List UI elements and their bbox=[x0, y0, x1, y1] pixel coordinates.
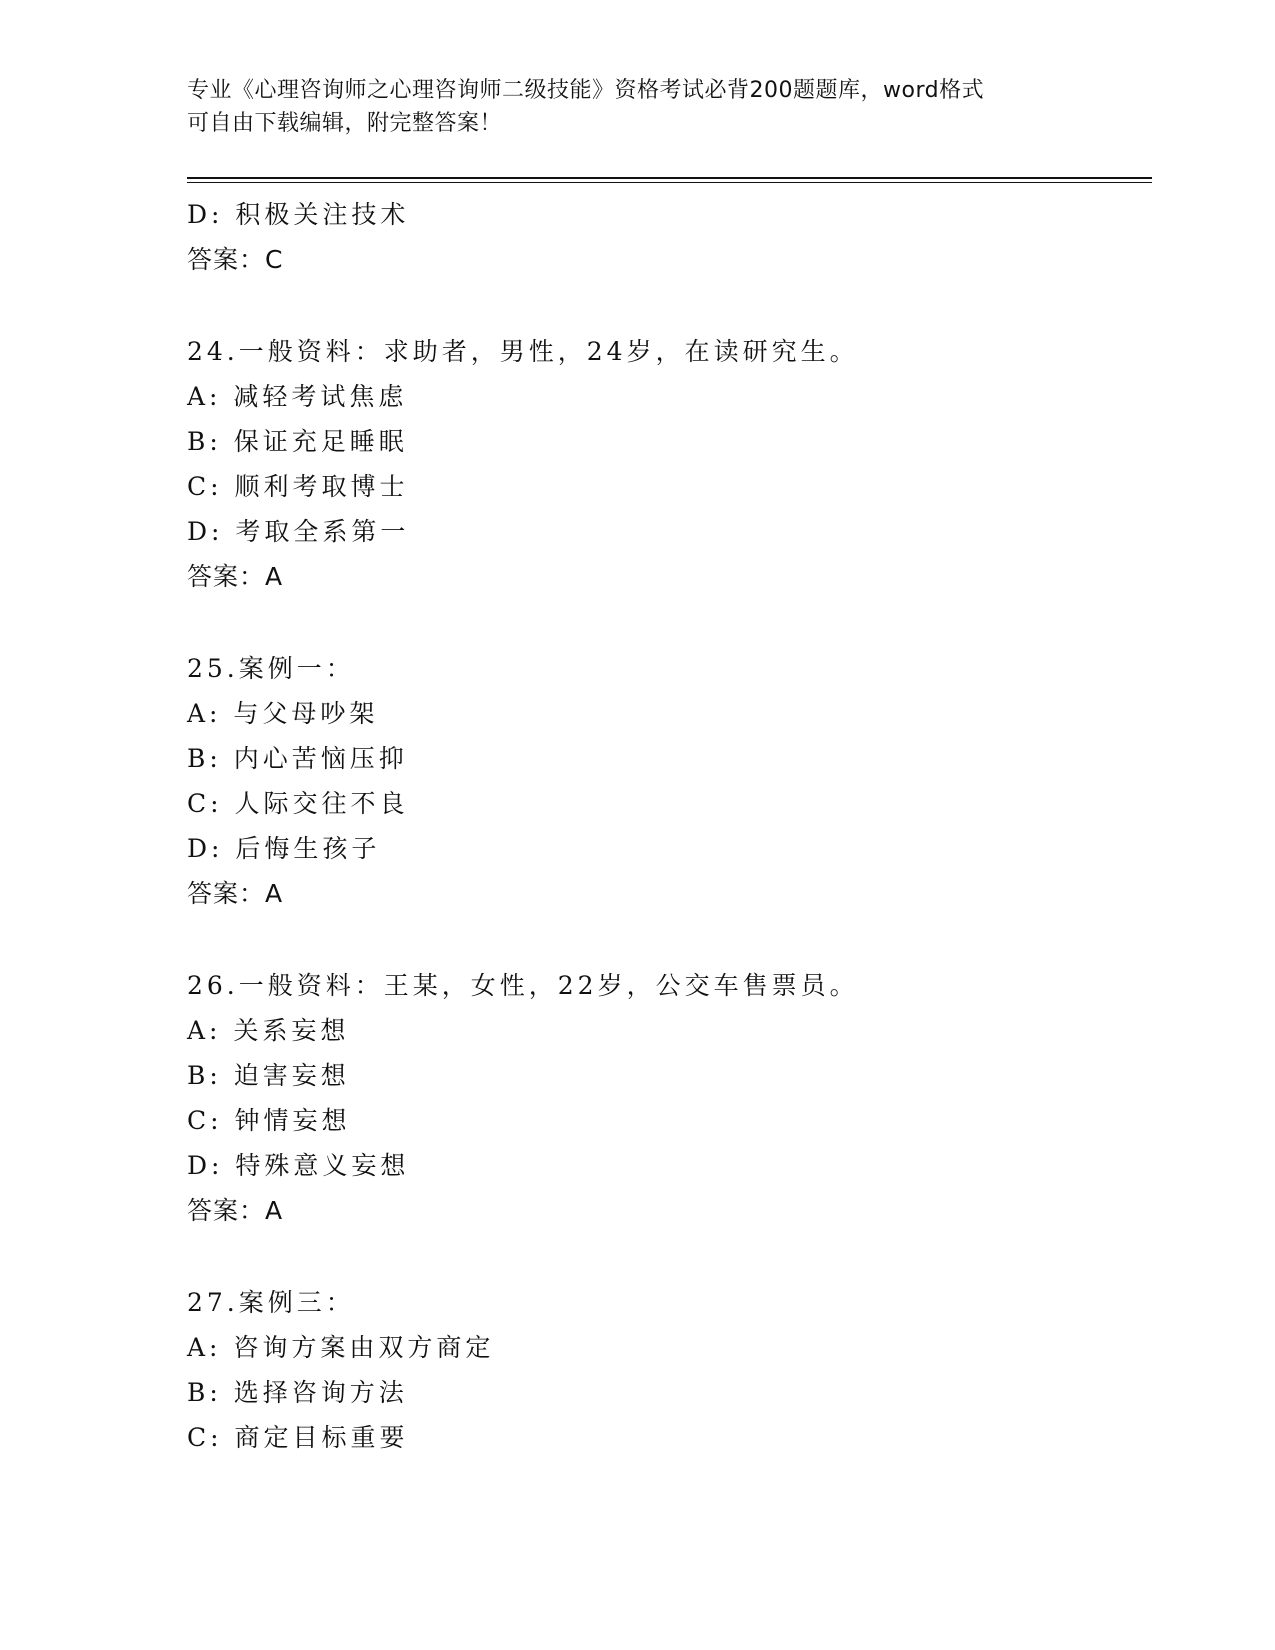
option-line: D: 后悔生孩子 bbox=[187, 834, 381, 863]
option-line: A: 与父母吵架 bbox=[187, 699, 379, 728]
option-line: B: 内心苦恼压抑 bbox=[187, 744, 408, 773]
option-line: D: 特殊意义妄想 bbox=[187, 1151, 410, 1180]
header-divider-thin bbox=[187, 182, 1152, 183]
header-title-line-2: 可自由下载编辑，附完整答案！ bbox=[187, 111, 503, 136]
option-line: D: 考取全系第一 bbox=[187, 517, 410, 546]
option-line: C: 商定目标重要 bbox=[187, 1423, 409, 1452]
question-block bbox=[187, 329, 1152, 599]
answer-line: 答案：A bbox=[187, 562, 284, 591]
option-line: B: 选择咨询方法 bbox=[187, 1378, 408, 1407]
answer-line: 答案：C bbox=[187, 245, 284, 274]
question-block bbox=[187, 1280, 1152, 1460]
question-list bbox=[187, 192, 1152, 1460]
question-block bbox=[187, 192, 1152, 282]
question-stem: 24.一般资料：求助者，男性，24岁，在读研究生。 bbox=[187, 337, 859, 366]
option-line: B: 迫害妄想 bbox=[187, 1061, 350, 1090]
question-stem: 26.一般资料：王某，女性，22岁，公交车售票员。 bbox=[187, 971, 859, 1000]
option-line: D: 积极关注技术 bbox=[187, 200, 410, 229]
option-line: A: 减轻考试焦虑 bbox=[187, 382, 408, 411]
block-spacer bbox=[187, 916, 1152, 963]
option-line: C: 人际交往不良 bbox=[187, 789, 409, 818]
document-header bbox=[187, 74, 1067, 140]
answer-line: 答案：A bbox=[187, 1196, 284, 1225]
question-stem: 25.案例一： bbox=[187, 654, 355, 683]
option-line: A: 关系妄想 bbox=[187, 1016, 350, 1045]
question-block bbox=[187, 646, 1152, 916]
header-divider-thick bbox=[187, 177, 1152, 179]
option-line: A: 咨询方案由双方商定 bbox=[187, 1333, 495, 1362]
option-line: C: 钟情妄想 bbox=[187, 1106, 351, 1135]
block-spacer bbox=[187, 599, 1152, 646]
answer-line: 答案：A bbox=[187, 879, 284, 908]
header-title-line-1: 专业《心理咨询师之心理咨询师二级技能》资格考试必背200题题库，word格式 bbox=[187, 78, 985, 103]
block-spacer bbox=[187, 282, 1152, 329]
block-spacer bbox=[187, 1233, 1152, 1280]
option-line: C: 顺利考取博士 bbox=[187, 472, 409, 501]
question-block bbox=[187, 963, 1152, 1233]
question-stem: 27.案例三： bbox=[187, 1288, 355, 1317]
option-line: B: 保证充足睡眠 bbox=[187, 427, 408, 456]
